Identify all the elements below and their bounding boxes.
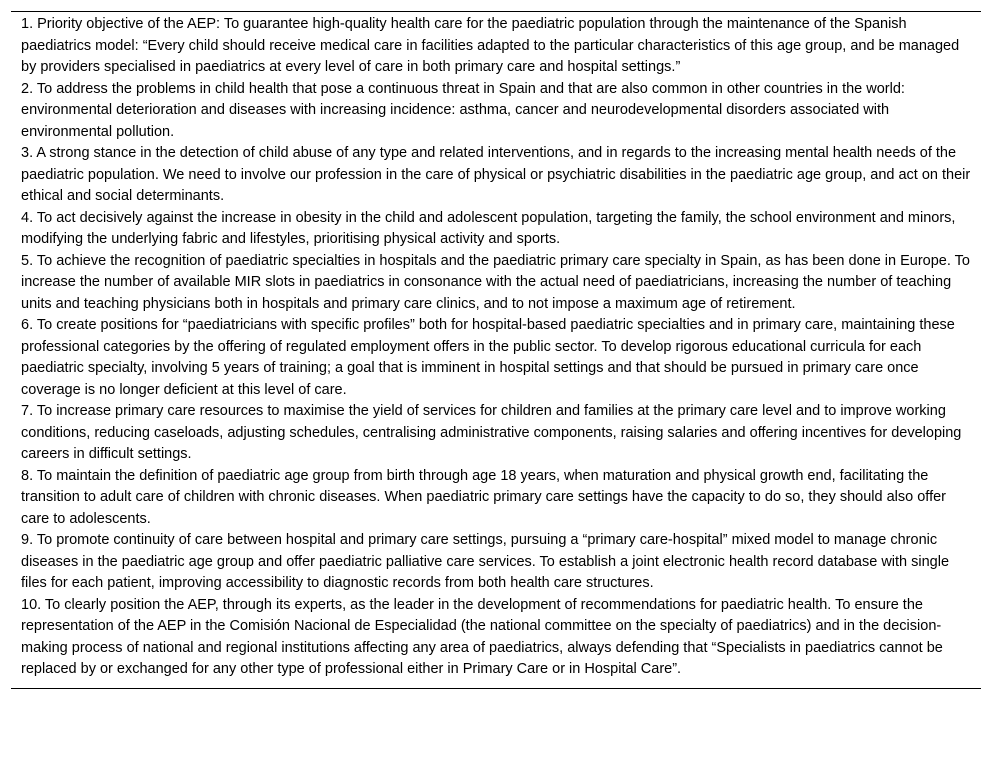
- objective-item-6: 6. To create positions for “paediatricians with specific profiles” both for hospital-based paediatric specialties and in primary care, maintaining these professional categories by the offering of regulated employment offers in the public sector. To develop rigorous educational curricula for each paediatric specialty, involving 5 years of training; a goal that is imminent in hospital settings and that should be pursued in primary care once coverage is no longer deficient at this level of care.: [21, 317, 955, 398]
- objectives-table: [11, 11, 981, 689]
- objectives-list: [11, 12, 981, 688]
- objective-item-10: 10. To clearly position the AEP, through its experts, as the leader in the development of recommendations for paediatric health. To ensure the representation of the AEP in the Comisión Nacional de Especialidad (the national committee on the specialty of paediatrics) and in the decision-making process of national and regional institutions affecting any area of paediatrics, always defending that “Specialists in paediatrics cannot be replaced by or exchanged for any other type of professional either in Primary Care or in Hospital Care”.: [21, 596, 943, 677]
- objective-item-4: 4. To act decisively against the increase in obesity in the child and adolescent population, targeting the family, the school environment and minors, modifying the underlying fabric and lifestyles, prioritising physical activity and sports.: [21, 209, 956, 247]
- objective-item-2: 2. To address the problems in child health that pose a continuous threat in Spain and that are also common in other countries in the world: environmental deterioration and diseases with increasing incidence: asthma, cancer and neurodevelopmental disorders associated with environmental pollution.: [21, 80, 905, 140]
- objective-item-7: 7. To increase primary care resources to maximise the yield of services for children and families at the primary care level and to improve working conditions, reducing caseloads, adjusting schedules, centralising administrative components, raising salaries and offering incentives for developing careers in difficult settings.: [21, 403, 962, 462]
- objective-item-3: 3. A strong stance in the detection of child abuse of any type and related interventions, and in regards to the increasing mental health needs of the paediatric population. We need to involve our profession in the care of physical or psychiatric disabilities in the paediatric age group, and act on their ethical and social determinants.: [21, 145, 971, 204]
- objective-item-8: 8. To maintain the definition of paediatric age group from birth through age 18 years, when maturation and physical growth end, facilitating the transition to adult care of children with chronic diseases. When paediatric primary care settings have the capacity to do so, they should also offer care to adolescents.: [21, 467, 946, 527]
- objective-item-5: 5. To achieve the recognition of paediatric specialties in hospitals and the paediatric primary care specialty in Spain, as has been done in Europe. To increase the number of available MIR slots in paediatrics in consonance with the actual need of paediatricians, increasing the number of teaching units and teaching physicians both in hospitals and primary care clinics, and to not impose a maximum age of retirement.: [21, 252, 970, 312]
- objective-item-1: 1. Priority objective of the AEP: To guarantee high-quality health care for the paediatric population through the maintenance of the Spanish paediatrics model: “Every child should receive medical care in facilities adapted to the particular characteristics of this age group, and be managed by providers specialised in paediatrics at every level of care in both primary care and hospital settings.”: [21, 16, 960, 75]
- objective-item-9: 9. To promote continuity of care between hospital and primary care settings, pursuing a “primary care-hospital” mixed model to manage chronic diseases in the paediatric age group and offer paediatric palliative care services. To establish a joint electronic health record database with single files for each patient, improving accessibility to diagnostic records from both health care structures.: [21, 532, 950, 591]
